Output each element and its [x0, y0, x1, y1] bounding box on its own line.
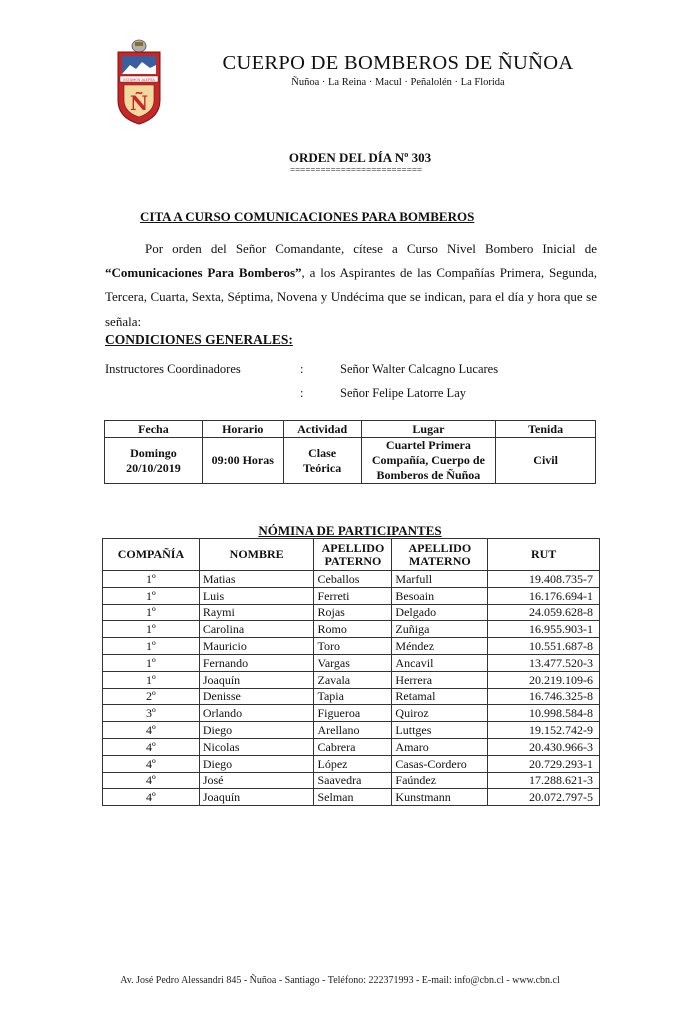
- participant-maternal-surname: Zuñiga: [392, 621, 488, 638]
- logo-motto: ESTAMOS ALERTA: [123, 77, 155, 82]
- schedule-header-cell: Tenida: [496, 421, 596, 438]
- participant-paternal-surname: Tapia: [314, 688, 392, 705]
- table-row: [103, 638, 600, 655]
- participant-company: 1º: [103, 604, 200, 621]
- instructors-label: Instructores Coordinadores: [105, 362, 241, 376]
- participant-name: Carolina: [199, 621, 314, 638]
- participant-paternal-surname: Selman: [314, 789, 392, 806]
- table-row: [103, 772, 600, 789]
- table-row: [103, 722, 600, 739]
- participant-maternal-surname: Delgado: [392, 604, 488, 621]
- table-row: [103, 688, 600, 705]
- schedule-activity-cell: [283, 438, 361, 484]
- participant-paternal-surname: Ceballos: [314, 571, 392, 588]
- participant-maternal-surname: Ancavil: [392, 654, 488, 671]
- participant-rut: 17.288.621-3: [488, 772, 600, 789]
- participant-maternal-surname: Herrera: [392, 671, 488, 688]
- schedule-place-line: Compañía, Cuerpo de: [371, 453, 485, 467]
- participant-paternal-surname: Vargas: [314, 654, 392, 671]
- participants-table: [102, 538, 600, 806]
- participant-paternal-surname: Cabrera: [314, 738, 392, 755]
- participant-maternal-surname: Retamal: [392, 688, 488, 705]
- participant-company: 3º: [103, 705, 200, 722]
- participant-company: 1º: [103, 571, 200, 588]
- header-name: NOMBRE: [199, 539, 314, 571]
- participant-company: 1º: [103, 621, 200, 638]
- participant-rut: 19.408.735-7: [488, 571, 600, 588]
- organization-title: CUERPO DE BOMBEROS DE ÑUÑOA: [222, 52, 574, 74]
- header-paternal-line: APELLIDO: [321, 540, 385, 555]
- course-name: “Comunicaciones Para Bomberos”: [105, 265, 302, 281]
- participant-paternal-surname: López: [314, 755, 392, 772]
- participant-maternal-surname: Méndez: [392, 638, 488, 655]
- table-row: [103, 671, 600, 688]
- table-row: [103, 789, 600, 806]
- participant-name: Denisse: [199, 688, 314, 705]
- participant-paternal-surname: Figueroa: [314, 705, 392, 722]
- table-row: [103, 654, 600, 671]
- body-text-part1: Por orden del Señor Comandante, cítese a Curso Nivel Bombero Inicial de: [145, 241, 597, 256]
- participant-company: 4º: [103, 738, 200, 755]
- participant-paternal-surname: Rojas: [314, 604, 392, 621]
- participant-rut: 16.176.694-1: [488, 587, 600, 604]
- participants-header-row: [103, 539, 600, 571]
- participant-company: 1º: [103, 654, 200, 671]
- participant-maternal-surname: Quiroz: [392, 705, 488, 722]
- table-row: [103, 738, 600, 755]
- participant-maternal-surname: Kunstmann: [392, 789, 488, 806]
- header-paternal-line: PATERNO: [324, 553, 382, 568]
- order-title-rule: ==========================: [290, 165, 422, 175]
- schedule-attire-cell: Civil: [496, 438, 596, 484]
- header-rut: RUT: [488, 539, 600, 571]
- schedule-time-cell: 09:00 Horas: [202, 438, 283, 484]
- table-row: [103, 755, 600, 772]
- participant-maternal-surname: Marfull: [392, 571, 488, 588]
- participant-company: 1º: [103, 638, 200, 655]
- header-maternal-surname: [392, 539, 488, 571]
- participant-rut: 20.072.797-5: [488, 789, 600, 806]
- participant-paternal-surname: Romo: [314, 621, 392, 638]
- participant-rut: 19.152.742-9: [488, 722, 600, 739]
- participant-company: 4º: [103, 722, 200, 739]
- footer-contact: Av. José Pedro Alessandri 845 - Ñuñoa - Santiago - Teléfono: 222371993 - E-mail: info@cbn.cl - www.cbn.cl: [120, 975, 560, 986]
- schedule-header-cell: Lugar: [361, 421, 496, 438]
- order-title: ORDEN DEL DÍA Nº 303: [288, 150, 432, 165]
- body-text-part2: , a los Aspirantes de las Compañías Primera, Segunda, Tercera, Cuarta, Sexta, Séptima, Novena y Undécima que se indican, para el día y hora que se señala:: [105, 265, 598, 329]
- schedule-table: [104, 420, 596, 484]
- schedule-date-value: 20/10/2019: [126, 460, 181, 475]
- schedule-header-cell: Horario: [202, 421, 283, 438]
- instructors-colon: :: [300, 362, 304, 376]
- header-paternal-surname: [314, 539, 392, 571]
- participant-rut: 16.955.903-1: [488, 621, 600, 638]
- participant-name: Orlando: [199, 705, 314, 722]
- participant-maternal-surname: Casas-Cordero: [392, 755, 488, 772]
- participant-paternal-surname: Arellano: [314, 722, 392, 739]
- table-row: [103, 705, 600, 722]
- participant-rut: 10.551.687-8: [488, 638, 600, 655]
- body-paragraph: [105, 237, 597, 334]
- participant-company: 4º: [103, 789, 200, 806]
- header-company: COMPAÑÍA: [103, 539, 200, 571]
- participant-name: Luis: [199, 587, 314, 604]
- instructor-name: Señor Walter Calcagno Lucares: [340, 362, 499, 376]
- fire-department-shield-logo: [116, 38, 162, 126]
- schedule-date-cell: [105, 438, 203, 484]
- logo-letter: Ñ: [129, 91, 149, 115]
- participant-maternal-surname: Luttges: [392, 722, 488, 739]
- document-subject: CITA A CURSO COMUNICACIONES PARA BOMBEROS: [140, 209, 475, 224]
- participant-company: 4º: [103, 772, 200, 789]
- participant-name: Fernando: [199, 654, 314, 671]
- schedule-activity-line: Clase: [308, 445, 337, 460]
- schedule-place-line: Cuartel Primera: [385, 438, 471, 452]
- table-row: [103, 571, 600, 588]
- participant-maternal-surname: Amaro: [392, 738, 488, 755]
- participant-maternal-surname: Faúndez: [392, 772, 488, 789]
- participant-name: Matias: [199, 571, 314, 588]
- participant-rut: 13.477.520-3: [488, 654, 600, 671]
- schedule-header-row: [105, 421, 596, 438]
- participant-name: Mauricio: [199, 638, 314, 655]
- participant-paternal-surname: Ferreti: [314, 587, 392, 604]
- participants-title: NÓMINA DE PARTICIPANTES: [258, 523, 442, 538]
- participant-paternal-surname: Saavedra: [314, 772, 392, 789]
- participant-name: Joaquín: [199, 671, 314, 688]
- participant-company: 1º: [103, 587, 200, 604]
- participant-name: José: [199, 772, 314, 789]
- participant-name: Diego: [199, 722, 314, 739]
- participant-name: Joaquín: [199, 789, 314, 806]
- schedule-header-cell: Fecha: [105, 421, 203, 438]
- participant-rut: 20.430.966-3: [488, 738, 600, 755]
- table-row: [103, 621, 600, 638]
- participant-name: Nicolas: [199, 738, 314, 755]
- schedule-header-cell: Actividad: [283, 421, 361, 438]
- participants-body: [103, 571, 600, 806]
- schedule-place-line: Bomberos de Ñuñoa: [376, 468, 481, 482]
- participant-rut: 20.219.109-6: [488, 671, 600, 688]
- header-maternal-line: MATERNO: [408, 553, 471, 568]
- table-row: [103, 587, 600, 604]
- participant-paternal-surname: Zavala: [314, 671, 392, 688]
- schedule-activity-line: Teórica: [303, 460, 342, 475]
- table-row: [103, 604, 600, 621]
- participant-rut: 16.746.325-8: [488, 688, 600, 705]
- header-maternal-line: APELLIDO: [408, 540, 472, 555]
- general-conditions-title: CONDICIONES GENERALES:: [105, 332, 293, 347]
- participant-name: Diego: [199, 755, 314, 772]
- schedule-date-day: Domingo: [130, 445, 177, 460]
- participant-paternal-surname: Toro: [314, 638, 392, 655]
- instructor-name: Señor Felipe Latorre Lay: [340, 386, 466, 400]
- participant-name: Raymi: [199, 604, 314, 621]
- participant-rut: 10.998.584-8: [488, 705, 600, 722]
- participant-rut: 20.729.293-1: [488, 755, 600, 772]
- participant-company: 1º: [103, 671, 200, 688]
- participant-company: 4º: [103, 755, 200, 772]
- schedule-row: [105, 438, 596, 484]
- participant-company: 2º: [103, 688, 200, 705]
- schedule-place-cell: [361, 438, 496, 484]
- participant-maternal-surname: Besoain: [392, 587, 488, 604]
- participant-rut: 24.059.628-8: [488, 604, 600, 621]
- organization-communes: Ñuñoa · La Reina · Macul · Peñalolén · La Florida: [291, 77, 505, 88]
- instructors-colon: :: [300, 386, 304, 400]
